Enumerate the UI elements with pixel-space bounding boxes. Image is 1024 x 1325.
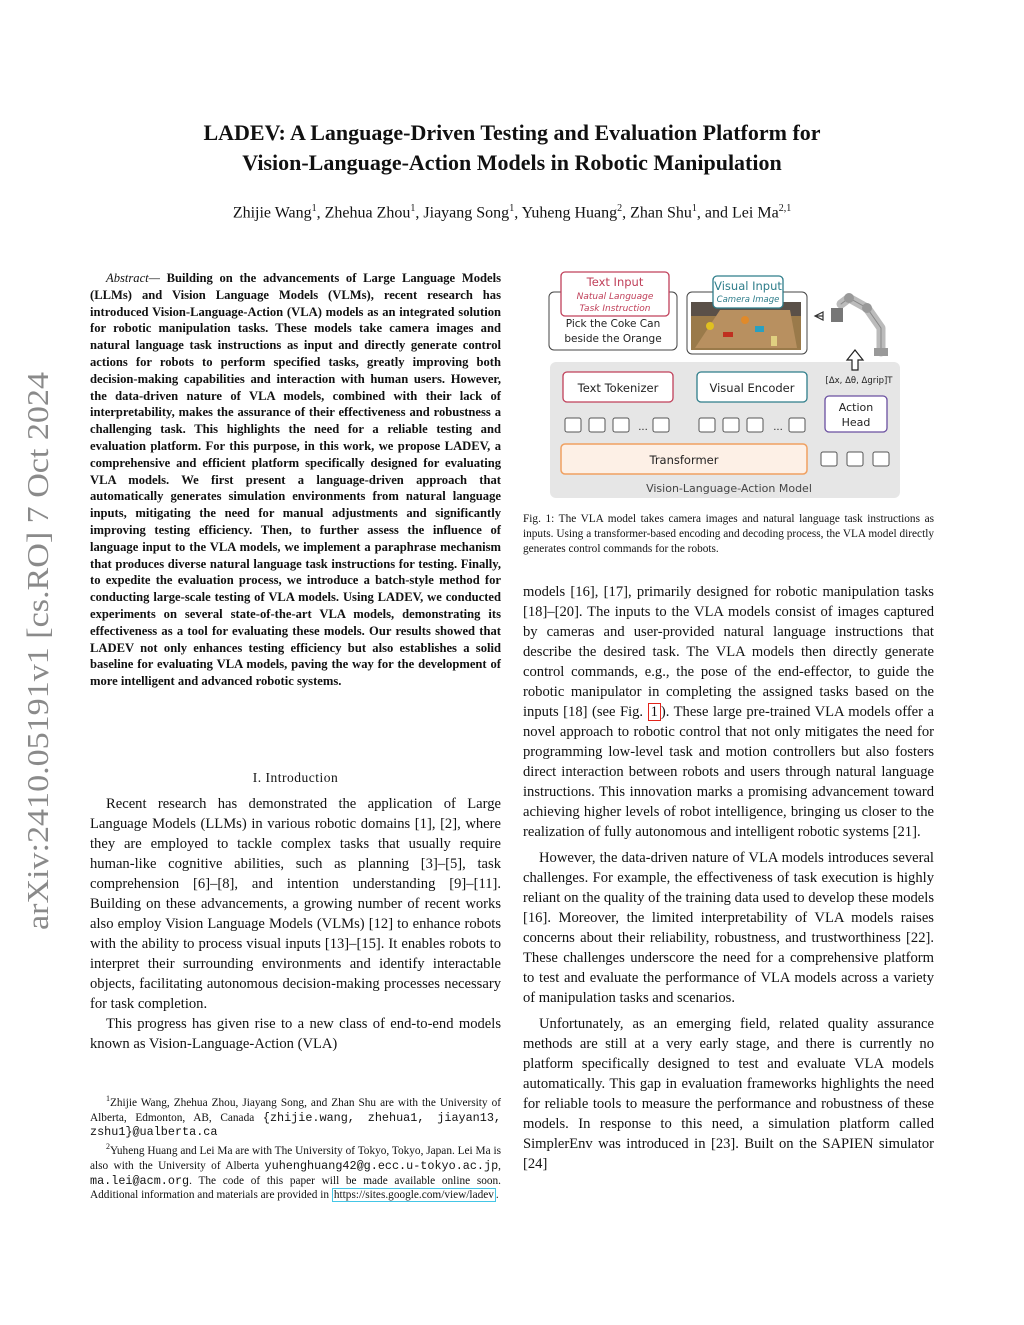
affiliation-mark: 1	[509, 203, 515, 214]
figure-1	[545, 268, 903, 502]
arrow-to-robot-icon	[815, 312, 823, 320]
figure-ref-link[interactable]: 1	[648, 703, 661, 721]
author-sep: ,	[415, 204, 424, 222]
footnote-2-email-2[interactable]: ma.lei@acm.org	[90, 1173, 190, 1188]
affiliation-mark: 2,1	[778, 203, 792, 214]
figure-caption: Fig. 1: The VLA model takes camera images and natural language task instructions as inputs. Using a transformer-based encoding and decoding process, the VLA model directly generates control commands for the robots.	[523, 513, 934, 555]
author: Zhijie Wang	[232, 204, 312, 222]
author-sep: , and	[696, 204, 733, 222]
instruction-line-2: beside the Orange	[564, 333, 662, 345]
author: Zhehua Zhou	[324, 204, 411, 222]
author: Lei Ma	[732, 204, 779, 222]
author-sep: ,	[316, 204, 325, 222]
delta-output: [Δx, Δθ, Δgrip]T	[825, 376, 893, 386]
project-link[interactable]: https://sites.google.com/view/ladev	[333, 1189, 494, 1202]
right-paragraph-3: Unfortunately, as an emerging field, related quality assurance methods are still at a very early stage, and there is currently no platform specifically designed to test and evaluate VLA models automatically. This gap in evaluation frameworks highlights the need for reliable tools to measure the performance and robustness of these models. In response to this need, a simulation platform called SimplerEnv was introduced in [23]. Built on the SAPIEN simulator [24]	[523, 1016, 934, 1172]
arxiv-side-stamp	[14, 368, 60, 933]
author: Zhan Shu	[630, 204, 692, 222]
text-tokens	[565, 418, 669, 432]
right-body	[523, 582, 934, 1174]
paper-title	[100, 118, 924, 178]
intro-paragraph-2: This progress has given rise to a new class of end-to-end models known as Vision-Language-Action (VLA)	[90, 1016, 501, 1052]
footnote-1-text: Zhijie Wang, Zhehua Zhou, Jiayang Song, and Zhan Shu are with the University of Alberta, Edmonton, AB, Canada	[90, 1096, 501, 1124]
author: Yuheng Huang	[521, 204, 618, 222]
action-head-label-2: Head	[841, 416, 871, 429]
text-input-sub1: Natual Language	[576, 292, 654, 302]
visual-input-title: Visual Input	[714, 279, 782, 293]
right-p1-part-a: models [16], [17], primarily designed for robotic manipulation tasks [18]–[20]. The inputs to the VLA models consist of images captured by cameras and user-provided natural language instructions that describe the desired task. The VLA models then directly generate control commands, e.g., the pose of the end-effector, to guide the robotic manipulator in completing the assigned tasks based on the inputs [18] (see Fig.	[523, 584, 934, 720]
right-paragraph-2: However, the data-driven nature of VLA models introduces several challenges. For example, the effectiveness of task execution is highly reliant on the quality of the training data used to develop these models [16]. Moreover, the limited interpretability of VLA models raises concerns about their reliability, robustness, and trustworthiness [22]. These challenges underscore the need for a comprehensive platform to test and evaluate the performance of VLA models across a variety of manipulation tasks and scenarios.	[523, 850, 934, 1006]
transformer-label: Transformer	[649, 453, 719, 467]
affiliation-mark: 1	[691, 203, 697, 214]
text-tokenizer-label: Text Tokenizer	[577, 381, 659, 395]
section-heading: I. Introduction	[252, 770, 339, 785]
affiliation-mark: 1	[311, 203, 317, 214]
right-paragraph-1	[523, 582, 934, 842]
text-input-sub2: Task Instruction	[579, 304, 651, 314]
title-line-1: LADEV: A Language-Driven Testing and Evaluation Platform for	[203, 120, 821, 145]
title-line-2: Vision-Language-Action Models in Robotic Manipulation	[242, 150, 782, 175]
intro-body	[90, 794, 501, 1054]
author-sep: ,	[622, 204, 631, 222]
visual-token-ellipsis: ...	[773, 422, 783, 433]
action-head-label-1: Action	[838, 401, 874, 414]
abstract-label: Abstract	[106, 271, 149, 285]
text-token-ellipsis: ...	[638, 422, 648, 433]
footnote-2-email-1[interactable]: yuhenghuang42@g.ecc.u-tokyo.ac.jp	[264, 1158, 499, 1173]
arxiv-stamp-text: arXiv:2410.05191v1 [cs.RO] 7 Oct 2024	[20, 422, 55, 930]
author-list	[100, 203, 924, 222]
right-p1-part-b: ). These large pre-trained VLA models offer a novel approach to robotic control that not only mitigates the need for programming low-level task and motion controllers but also fosters direct interaction between robots and users through natural language instructions. This innovation marks a promising advancement toward achieving higher levels of robot intelligence, bringing us closer to the realization of fully autonomous and intelligent robotic systems [21].	[523, 704, 934, 840]
footnote-2-text: Yuheng Huang and Lei Ma are with The University of Tokyo, Tokyo, Japan. Lei Ma is also with the University of Alberta	[90, 1144, 501, 1172]
author-sep: ,	[514, 204, 522, 222]
footnotes: $^1$Zhijie Wang, Zhehua Zhou, Jiayang Song, and Zhan Shu are with the University of Alberta, Edmonton, AB, Canada {zhijie.wang, zhehua1, jiayan13, zshu1}@ualberta.ca $^2$Yuheng Huang and Lei Ma are with The University of Tokyo, Tokyo, Japan. Lei Ma is also with the University of Alberta yuhenghuang42@g.ecc.u-tokyo.ac.jp, ma.lei@acm.org. The code of this paper will be made available online soon. Additional information and materials are provided in https://sites.google.com/view/ladev .	[90, 1094, 501, 1202]
action-tokens	[821, 452, 889, 466]
intro-paragraph-1: Recent research has demonstrated the application of Large Language Models (LLMs) in various robotic domains [1], [2], where they are employed to tackle complex tasks that usually require human-like cognitive abilities, such as planning [3]–[5], task comprehension [6]–[8], and intention understanding [9]–[11]. Building on these advancements, a growing number of recent works also employ Vision Language Models (VLMs) [12] to enhance robots with the ability to process visual inputs [13]–[15]. It enables robots to interpret their surrounding environments and identify interactable objects, facilitating autonomous decision-making processes necessary for task completion.	[90, 796, 501, 1012]
footnote-1-email[interactable]: {zhijie.wang, zhehua1, jiayan13, zshu1}@ualberta.ca	[90, 1110, 501, 1140]
visual-input-sub: Camera Image	[716, 295, 780, 305]
affiliation-mark: 1	[410, 203, 416, 214]
visual-tokens	[699, 418, 805, 432]
footnote-2-tail: . The code of this paper will be made available online soon. Additional information and materials are provided in	[90, 1174, 501, 1202]
abstract: Abstract— Building on the advancements of Large Language Models (LLMs) and Vision Language Models (VLMs), recent research has introduced Vision-Language-Action (VLA) models as an integrated solution for robotic manipulation tasks. These models take camera images and natural language task instructions as input and directly generate control actions for robots to perform specified tasks, greatly improving both decision-making capabilities and interaction with human users. However, the data-driven nature of VLA models, combined with their lack of interpretability, makes the assurance of their effectiveness and robustness a challenging task. This highlights the need for a reliable testing and evaluation platform. For this purpose, in this work, we propose LADEV, a comprehensive and efficient platform specifically designed for evaluating VLA models. We first present a language-driven approach that automatically generates simulation environments from natural language inputs, mitigating the need for manual adjustments and significantly improving testing efficiency. Then, to further assess the influence of language input to the VLA models, we implement a paraphrase mechanism that produces diverse natural language task instructions for testing. Finally, to expedite the evaluation process, we introduce a batch-style method for conducting large-scale testing of VLA models. Using LADEV, we conducted experiments on several state-of-the-art VLA models, demonstrating its effectiveness as a tool for evaluating these models. Our results showed that LADEV not only enhances testing efficiency but also establishes a solid baseline for evaluating VLA models, paving the way for the development of more intelligent and advanced robotic systems.	[90, 271, 501, 689]
abstract-text: Building on the advancements of Large Language Models (LLMs) and Vision Language Models (VLMs), recent research has introduced Vision-Language-Action (VLA) models as an integrated solution for robotic manipulation tasks. These models take camera images and natural language task instructions as input and directly generate control actions for robots to perform specified tasks, greatly improving both decision-making capabilities and interaction with human users. However, the data-driven nature of VLA models, combined with their lack of interpretability, makes the assurance of their effectiveness and robustness a challenging task. This highlights the need for a reliable testing and evaluation platform. For this purpose, in this work, we propose LADEV, a comprehensive and efficient platform specifically designed for evaluating VLA models. We first present a language-driven approach that automatically generates simulation environments from natural language inputs, mitigating the need for manual adjustments and significantly improving testing efficiency. Then, to further assess the influence of language input to the VLA models, we implement a paraphrase mechanism that produces diverse natural language task instructions for testing. Finally, to expedite the evaluation process, we introduce a batch-style method for conducting large-scale testing of VLA models. Using LADEV, we conducted experiments on several state-of-the-art VLA models, demonstrating its effectiveness as a tool for evaluating these models. Our results showed that LADEV not only enhances testing efficiency but also establishes a solid baseline for evaluating VLA models, paving the way for the development of more intelligent and advanced robotic systems.	[90, 271, 501, 689]
author: Jiayang Song	[423, 204, 510, 222]
robot-arm-icon	[831, 293, 888, 356]
model-label: Vision-Language-Action Model	[646, 482, 812, 495]
text-input-title: Text Input	[586, 275, 644, 289]
affiliation-mark: 2	[617, 203, 623, 214]
visual-encoder-label: Visual Encoder	[709, 381, 795, 395]
instruction-line-1: Pick the Coke Can	[565, 318, 661, 330]
